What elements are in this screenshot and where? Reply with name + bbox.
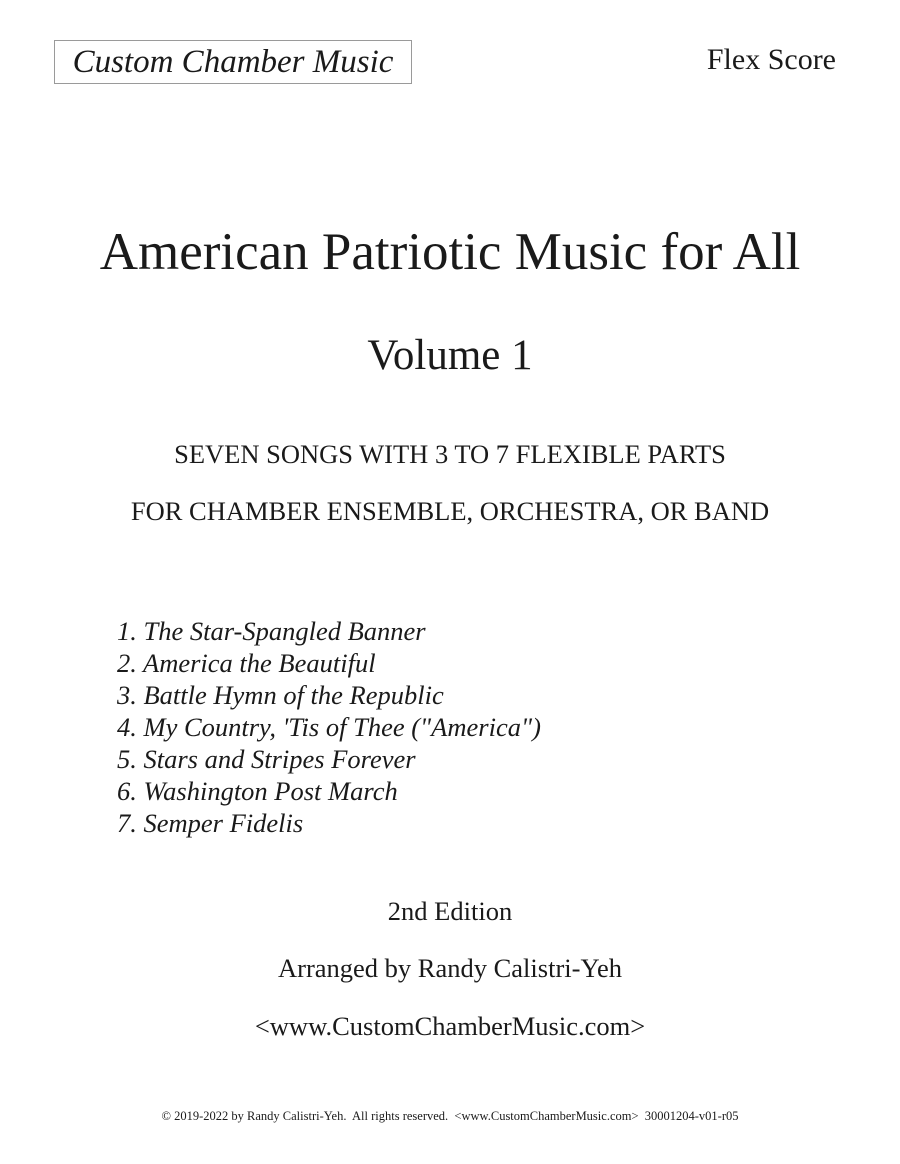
website-text: <www.CustomChamberMusic.com> [254, 1011, 646, 1041]
publisher-label: Custom Chamber Music [54, 40, 412, 84]
edition-label: 2nd Edition [387, 896, 513, 926]
subtitle-line-1: SEVEN SONGS WITH 3 TO 7 FLEXIBLE PARTS [174, 439, 726, 469]
song-item: 4. My Country, 'Tis of Thee ("America") [117, 712, 541, 742]
song-item: 5. Stars and Stripes Forever [117, 744, 416, 774]
song-item: 3. Battle Hymn of the Republic [117, 680, 444, 710]
song-list [117, 615, 541, 839]
song-item: 7. Semper Fidelis [117, 808, 304, 838]
copyright-footer: © 2019-2022 by Randy Calistri-Yeh. All rights reserved. <www.CustomChamberMusic.com> 30001204-v01-r05 [161, 1109, 739, 1123]
page-title: American Patriotic Music for All [99, 223, 801, 281]
arranger-credit: Arranged by Randy Calistri-Yeh [278, 953, 622, 983]
song-item: 1. The Star-Spangled Banner [117, 616, 426, 646]
song-item: 2. America the Beautiful [117, 648, 376, 678]
score-type-label: Flex Score [706, 43, 836, 76]
song-item: 6. Washington Post March [117, 776, 398, 806]
subtitle-line-2: FOR CHAMBER ENSEMBLE, ORCHESTRA, OR BAND [130, 496, 770, 526]
volume-label: Volume 1 [367, 332, 533, 379]
